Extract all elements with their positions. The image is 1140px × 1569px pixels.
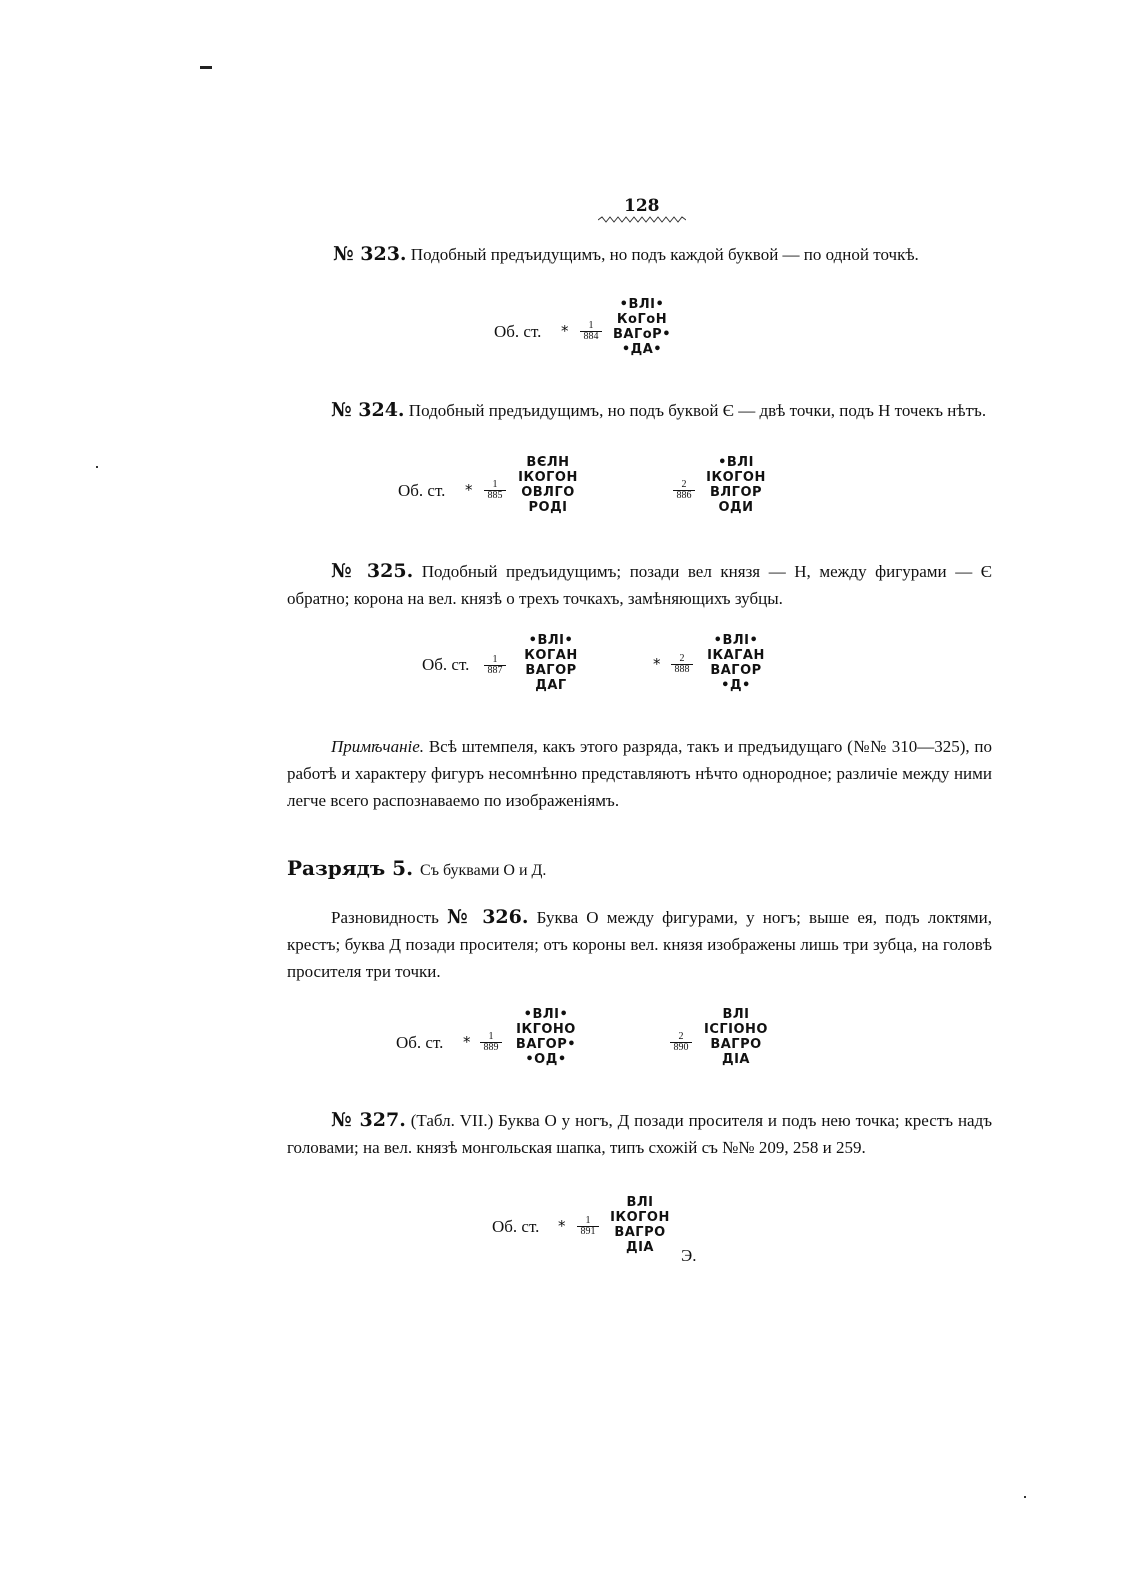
entry-number: № 327. <box>331 1109 406 1131</box>
entry-text: Буква О между фигурами, у ногъ; выше ея, подъ локтями, крестъ; буква Д позади просителя; отъ короны вел. князя изображены лишь три зубца, на головѣ просителя три точки. <box>287 908 993 981</box>
note-paragraph <box>287 733 992 814</box>
entry-326 <box>287 904 992 985</box>
star-mark: * <box>463 1033 471 1051</box>
entry-number: № 325. <box>331 560 414 582</box>
margin-mark <box>200 66 212 69</box>
section-title: Разрядъ 5. <box>287 856 414 880</box>
speck <box>96 466 98 468</box>
entry-325 <box>287 558 992 612</box>
stamp-number: $\frac{1}{884}$ <box>580 321 602 342</box>
page-number-wavy-rule <box>598 216 686 224</box>
speck <box>1024 1496 1026 1498</box>
entry-text: Подобный предъидущимъ, но подъ буквой Є — двѣ точки, подъ Н точекъ нѣтъ. <box>408 401 987 420</box>
stamp-number: $\frac{2}{888}$ <box>671 654 693 675</box>
stamp-number: $\frac{2}{886}$ <box>673 480 695 501</box>
coin-legend: •ВЛІ• ІКГОНО ВАГОР• •ОД• <box>515 1007 577 1067</box>
star-mark: * <box>653 655 661 673</box>
page-number: 128 <box>624 196 660 216</box>
entry-text: Подобный предъидущимъ, но подъ каждой буквой — по одной точкѣ. <box>410 245 919 264</box>
coin-legend: ВЄЛН ІКОГОН ОВЛГО РОДІ <box>518 455 578 515</box>
reference-label: Об. ст. <box>422 655 470 674</box>
entry-324 <box>287 397 992 424</box>
stamp-number: $\frac{1}{885}$ <box>484 480 506 501</box>
reference-label: Об. ст. <box>396 1033 444 1052</box>
star-mark: * <box>561 322 569 340</box>
entry-323 <box>333 241 993 268</box>
coin-legend: •ВЛІ• КОГАН ВАГОР ДАГ <box>524 633 578 693</box>
stamp-number: $\frac{1}{891}$ <box>577 1216 599 1237</box>
star-mark: * <box>465 481 473 499</box>
stamp-number: $\frac{1}{889}$ <box>480 1032 502 1053</box>
stamp-number: $\frac{1}{887}$ <box>484 655 506 676</box>
entry-number: № 323. <box>333 243 407 265</box>
entry-lead: Разновидность <box>331 908 439 927</box>
coin-legend: ВЛІ ІСГІОНО ВАГРО ДІА <box>704 1007 768 1067</box>
stamp-number: $\frac{2}{890}$ <box>670 1032 692 1053</box>
star-mark: * <box>558 1217 566 1235</box>
section-heading <box>287 856 546 880</box>
entry-text: (Табл. VII.) Буква О у ногъ, Д позади просителя и подъ нею точка; крестъ надъ головами; на вел. князѣ монгольская шапка, типъ схожій съ №№ 209, 258 и 259. <box>287 1111 993 1157</box>
entry-text: Подобный предъидущимъ; позади вел князя — Н, между фигурами — Є обратно; корона на вел. князѣ о трехъ точкахъ, замѣняющихъ зубцы. <box>287 562 993 608</box>
note-text: Всѣ штемпеля, какъ этого разряда, такъ и предъидущаго (№№ 310—325), по работѣ и характеру фигуръ несомнѣнно представляютъ нѣчто однородное; различіе между ними легче всего распознаваемо по изображеніямъ. <box>287 737 993 810</box>
entry-number: № 324. <box>331 399 405 421</box>
entry-number: № 326. <box>447 906 529 928</box>
coin-legend: •ВЛI• КоГоН ВАГоР• •ДА• <box>612 297 672 357</box>
note-label: Примѣчаніе. <box>331 737 425 756</box>
entry-327 <box>287 1107 992 1161</box>
reference-label: Об. ст. <box>398 481 446 500</box>
coin-legend: •ВЛІ ІКОГОН ВЛГОР ОДИ <box>706 455 766 515</box>
coin-legend: •ВЛІ• ІКАГАН ВАГОР •Д• <box>707 633 765 693</box>
suffix-mark: Э. <box>681 1246 697 1265</box>
reference-label: Об. ст. <box>492 1217 540 1236</box>
section-subtitle: Съ буквами О и Д. <box>420 862 547 879</box>
coin-legend: ВЛІ ІКОГОН ВАГРО ДІА <box>610 1195 670 1255</box>
reference-label: Об. ст. <box>494 322 542 341</box>
